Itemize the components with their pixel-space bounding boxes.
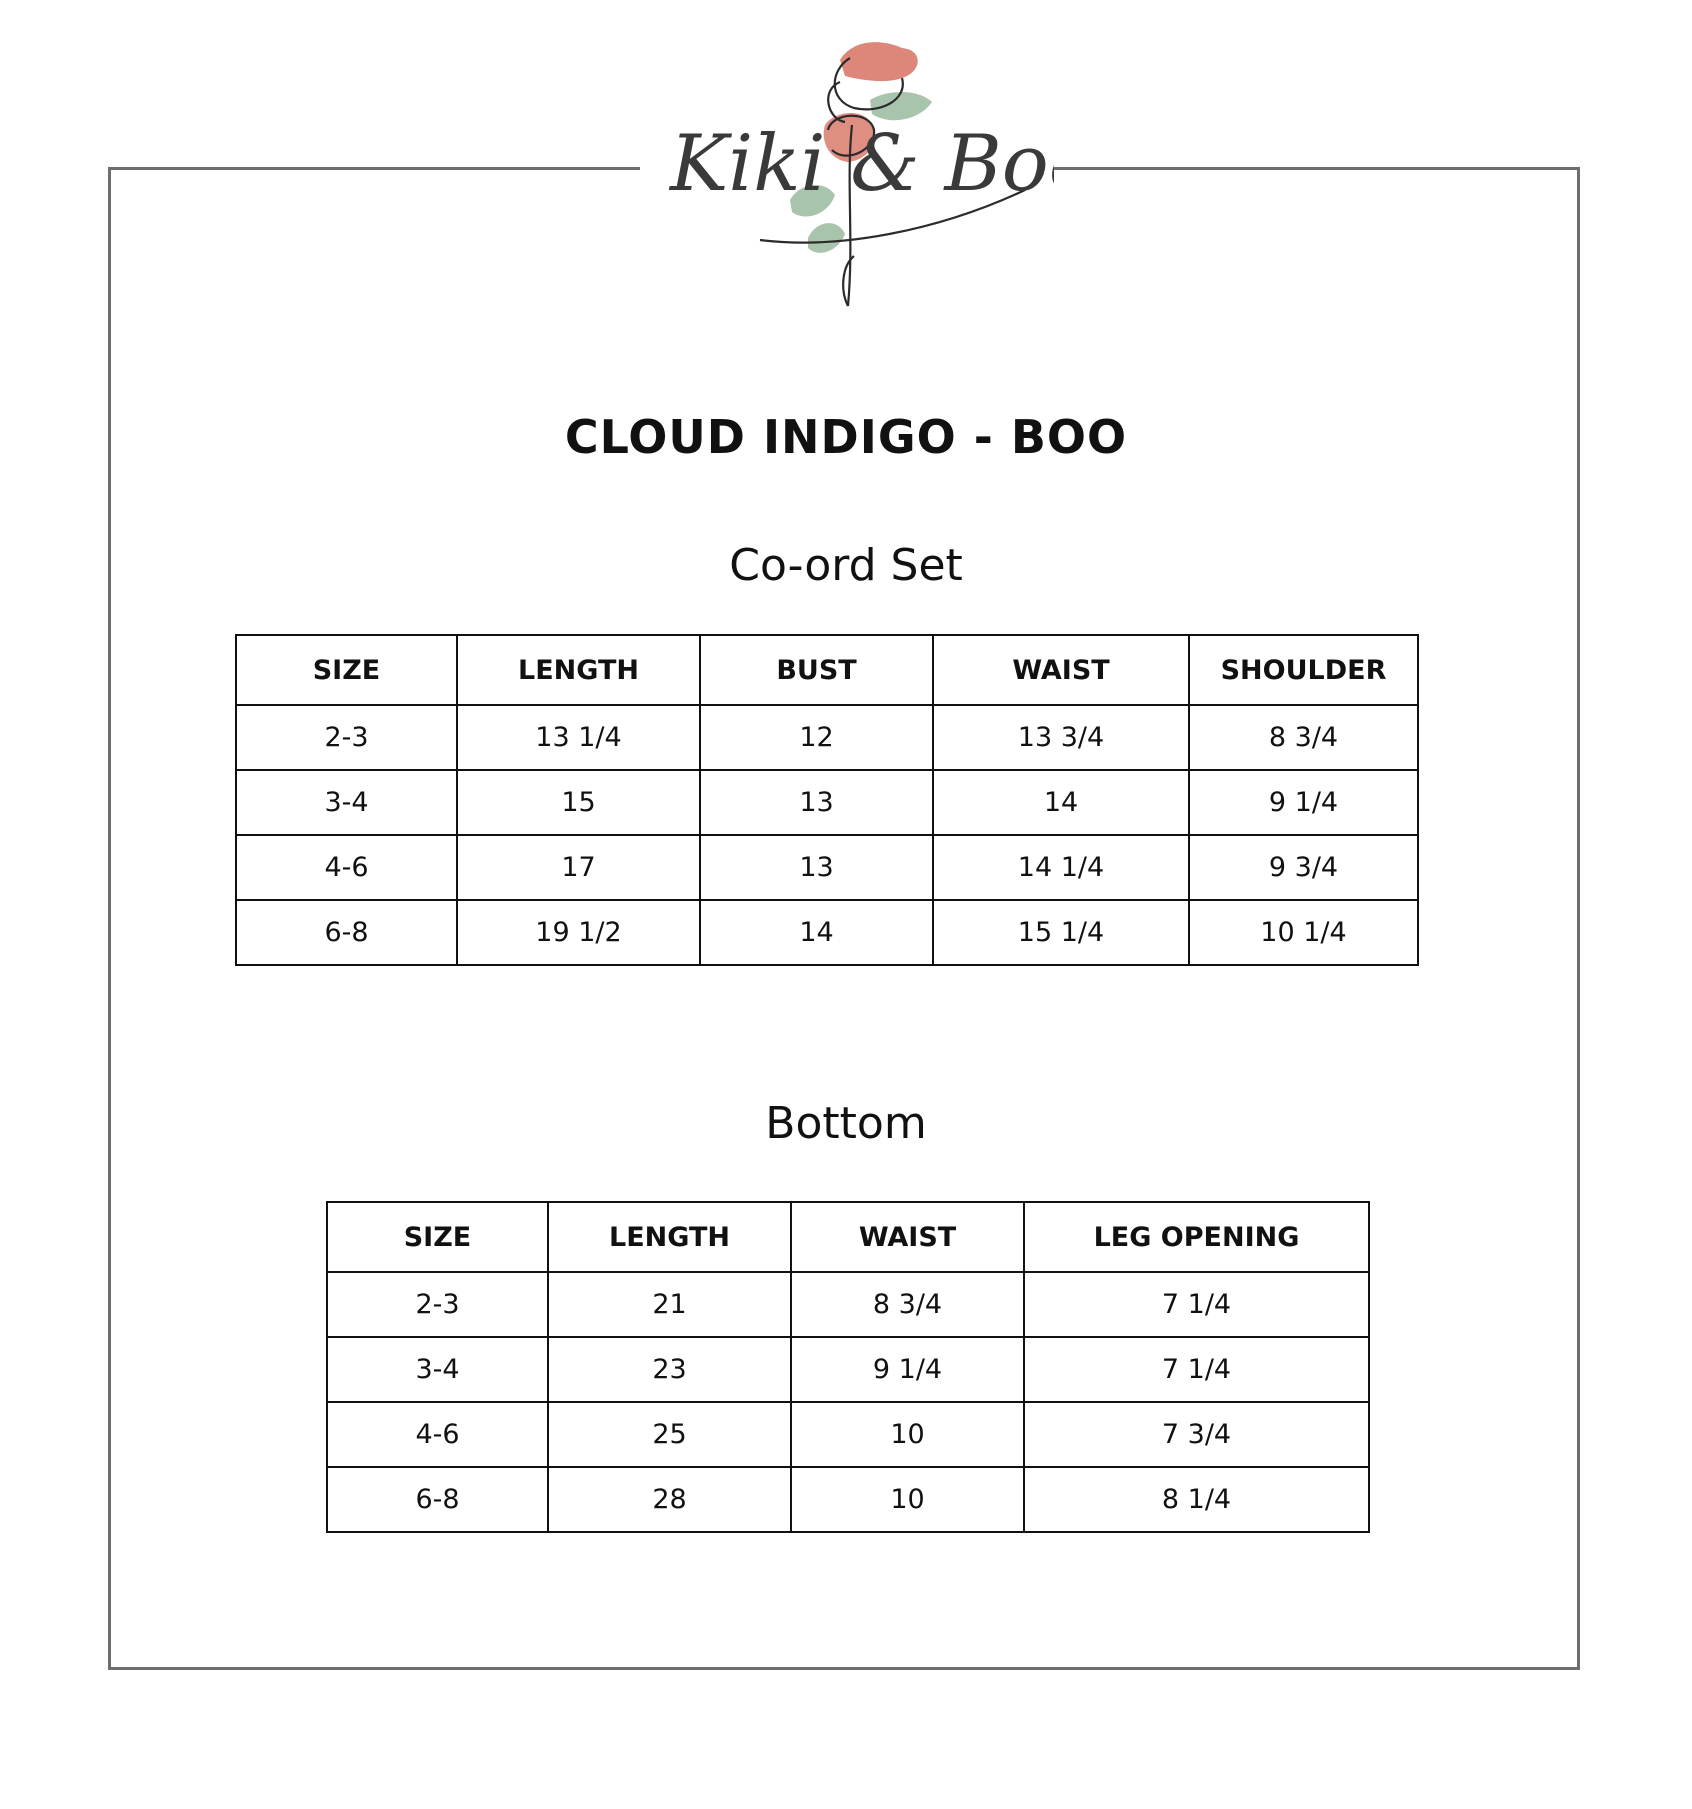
table-row	[327, 1272, 1369, 1337]
cell-waist: 10	[791, 1402, 1024, 1467]
cell-waist: 15 1/4	[933, 900, 1189, 965]
cell-length: 23	[548, 1337, 791, 1402]
table-row	[327, 1337, 1369, 1402]
table-header-row	[236, 635, 1418, 705]
table-row	[236, 835, 1418, 900]
header-shoulder: SHOULDER	[1189, 635, 1418, 705]
svg-text:Kiki & Boo: Kiki & Boo	[670, 119, 1054, 209]
table-row	[327, 1467, 1369, 1532]
cell-size: 4-6	[236, 835, 457, 900]
table-row	[327, 1402, 1369, 1467]
cell-size: 3-4	[327, 1337, 548, 1402]
cell-length: 15	[457, 770, 700, 835]
cell-leg-opening: 8 1/4	[1024, 1467, 1369, 1532]
cell-size: 3-4	[236, 770, 457, 835]
table-row	[236, 900, 1418, 965]
cell-waist: 8 3/4	[791, 1272, 1024, 1337]
header-leg-opening: LEG OPENING	[1024, 1202, 1369, 1272]
cell-shoulder: 8 3/4	[1189, 705, 1418, 770]
header-waist: WAIST	[791, 1202, 1024, 1272]
cell-size: 2-3	[327, 1272, 548, 1337]
brand-logo	[640, 30, 1054, 320]
cell-length: 17	[457, 835, 700, 900]
cell-waist: 14	[933, 770, 1189, 835]
cell-bust: 13	[700, 835, 933, 900]
cell-leg-opening: 7 3/4	[1024, 1402, 1369, 1467]
bottom-size-table	[326, 1201, 1370, 1533]
table-row	[236, 770, 1418, 835]
cell-size: 4-6	[327, 1402, 548, 1467]
coord-set-size-table	[235, 634, 1419, 966]
cell-size: 2-3	[236, 705, 457, 770]
cell-bust: 13	[700, 770, 933, 835]
cell-waist: 13 3/4	[933, 705, 1189, 770]
cell-size: 6-8	[327, 1467, 548, 1532]
cell-waist: 10	[791, 1467, 1024, 1532]
header-length: LENGTH	[548, 1202, 791, 1272]
table-header-row	[327, 1202, 1369, 1272]
cell-length: 21	[548, 1272, 791, 1337]
cell-shoulder: 9 1/4	[1189, 770, 1418, 835]
cell-size: 6-8	[236, 900, 457, 965]
header-size: SIZE	[327, 1202, 548, 1272]
cell-length: 19 1/2	[457, 900, 700, 965]
cell-waist: 14 1/4	[933, 835, 1189, 900]
bottom-title: Bottom	[765, 1098, 927, 1149]
table-row	[236, 705, 1418, 770]
cell-waist: 9 1/4	[791, 1337, 1024, 1402]
cell-length: 25	[548, 1402, 791, 1467]
cell-leg-opening: 7 1/4	[1024, 1272, 1369, 1337]
header-size: SIZE	[236, 635, 457, 705]
cell-shoulder: 10 1/4	[1189, 900, 1418, 965]
cell-bust: 12	[700, 705, 933, 770]
cell-leg-opening: 7 1/4	[1024, 1337, 1369, 1402]
cell-bust: 14	[700, 900, 933, 965]
header-length: LENGTH	[457, 635, 700, 705]
cell-length: 28	[548, 1467, 791, 1532]
coord-set-title: Co-ord Set	[729, 540, 963, 591]
header-bust: BUST	[700, 635, 933, 705]
rose-flower-icon	[640, 30, 1054, 320]
cell-length: 13 1/4	[457, 705, 700, 770]
cell-shoulder: 9 3/4	[1189, 835, 1418, 900]
header-waist: WAIST	[933, 635, 1189, 705]
document-title: CLOUD INDIGO - BOO	[564, 410, 1128, 464]
